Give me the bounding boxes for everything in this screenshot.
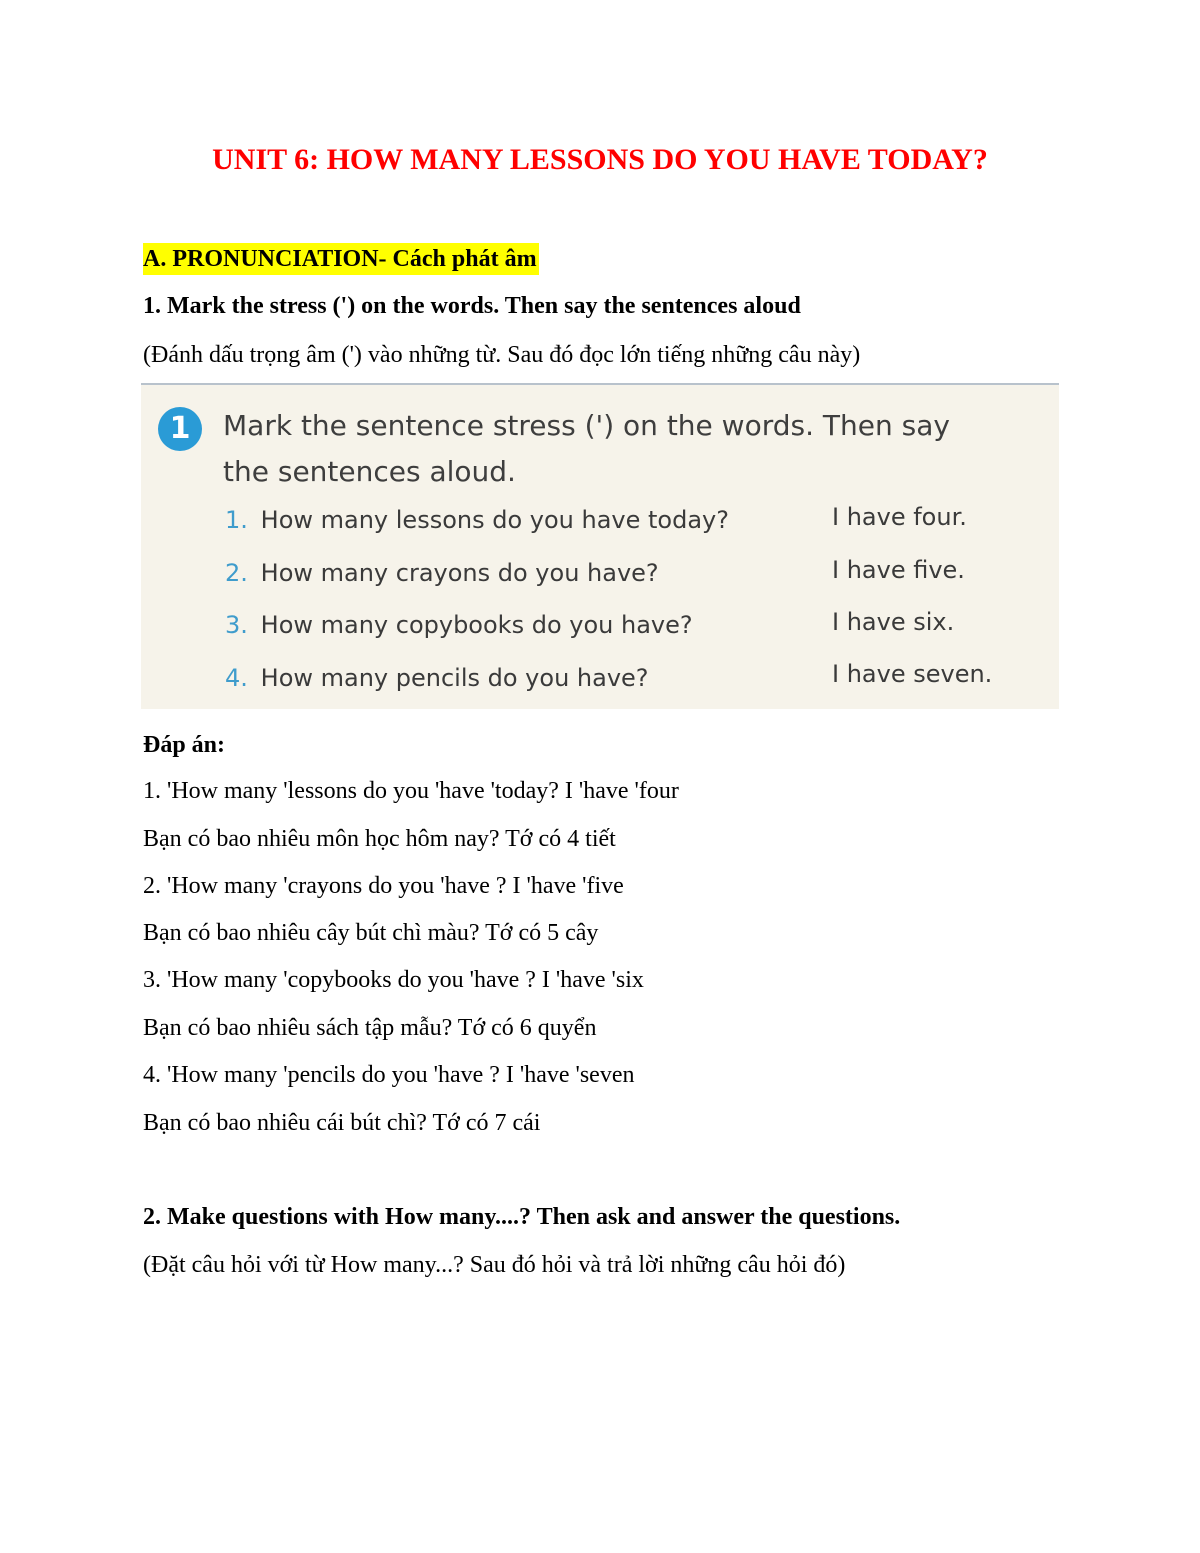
exercise-row-answer: I have four. — [832, 503, 967, 531]
exercise-row — [225, 505, 729, 535]
section-a-heading: A. PRONUNCIATION- Cách phát âm — [143, 243, 539, 275]
task1-heading: 1. Mark the stress (') on the words. Then say the sentences aloud — [143, 293, 801, 319]
exercise-row — [225, 558, 659, 588]
exercise-instruction-line2: the sentences aloud. — [223, 455, 516, 488]
textbook-exercise-image — [141, 383, 1059, 709]
exercise-instruction — [223, 403, 1023, 495]
answer-english: 4. 'How many 'pencils do you 'have ? I 'have 'seven — [143, 1062, 635, 1088]
answer-english: 1. 'How many 'lessons do you 'have 'today? I 'have 'four — [143, 778, 679, 804]
exercise-row-question: How many copybooks do you have? — [260, 611, 693, 639]
answer-english: 3. 'How many 'copybooks do you 'have ? I 'have 'six — [143, 967, 644, 993]
exercise-row-question: How many crayons do you have? — [260, 559, 659, 587]
answer-english: 2. 'How many 'crayons do you 'have ? I 'have 'five — [143, 873, 624, 899]
answer-vietnamese: Bạn có bao nhiêu sách tập mẫu? Tớ có 6 quyển — [143, 1015, 597, 1041]
exercise-row-number: 1. — [225, 506, 248, 534]
exercise-row — [225, 663, 649, 693]
exercise-row-number: 3. — [225, 611, 248, 639]
task2-translation: (Đặt câu hỏi với từ How many...? Sau đó hỏi và trả lời những câu hỏi đó) — [143, 1252, 846, 1278]
exercise-row — [225, 610, 693, 640]
exercise-row-question: How many lessons do you have today? — [260, 506, 729, 534]
exercise-row-number: 4. — [225, 664, 248, 692]
answers-label: Đáp án: — [143, 732, 226, 758]
answer-vietnamese: Bạn có bao nhiêu cây bút chì màu? Tớ có 5 cây — [143, 920, 599, 946]
exercise-instruction-line1: Mark the sentence stress (') on the words. Then say — [223, 409, 950, 442]
exercise-row-answer: I have six. — [832, 608, 955, 636]
exercise-number-badge: 1 — [158, 407, 202, 451]
exercise-row-answer: I have five. — [832, 556, 965, 584]
answer-vietnamese: Bạn có bao nhiêu môn học hôm nay? Tớ có 4 tiết — [143, 826, 616, 852]
exercise-row-question: How many pencils do you have? — [260, 664, 649, 692]
exercise-row-answer: I have seven. — [832, 660, 993, 688]
exercise-row-number: 2. — [225, 559, 248, 587]
answer-vietnamese: Bạn có bao nhiêu cái bút chì? Tớ có 7 cái — [143, 1110, 541, 1136]
task1-translation: (Đánh dấu trọng âm (') vào những từ. Sau đó đọc lớn tiếng những câu này) — [143, 342, 861, 368]
task2-heading: 2. Make questions with How many....? Then ask and answer the questions. — [143, 1204, 901, 1230]
page-title: UNIT 6: HOW MANY LESSONS DO YOU HAVE TODAY? — [212, 143, 988, 176]
